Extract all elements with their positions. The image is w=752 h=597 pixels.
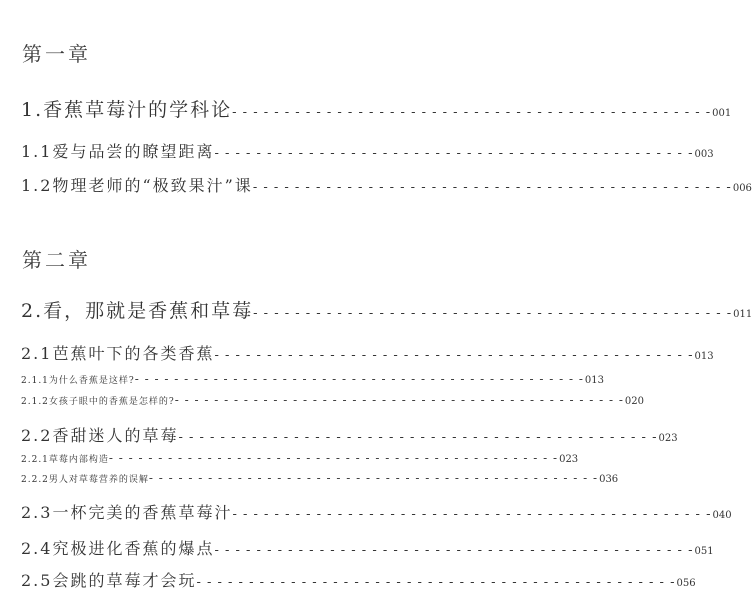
toc-entry-2-3[interactable] <box>21 500 732 523</box>
toc-entry-title: 1.香蕉草莓汁的学科论 <box>21 99 233 121</box>
page-number: 013 <box>584 375 604 386</box>
dot-leader: - - - - - - - - - - - - - - - - - - - - - - - - - - - - - - - - - - - - - - - - - - - - - - <box>196 575 676 590</box>
toc-entry-2-1-1[interactable] <box>21 372 604 386</box>
page-number: 011 <box>733 309 752 320</box>
toc-entry-title: 2.1.2女孩子眼中的香蕉是怎样的? <box>21 397 175 407</box>
page-number: 023 <box>559 454 579 465</box>
toc-entry-title: 2.2.1草莓内部构造 <box>21 455 109 465</box>
toc-entry-2-2[interactable] <box>21 423 678 446</box>
page-number: 056 <box>676 578 696 589</box>
dot-leader: - - - - - - - - - - - - - - - - - - - - - - - - - - - - - - - - - - - - - - - - - - - - - - <box>232 105 712 120</box>
page-number: 023 <box>658 433 678 444</box>
page-number: 051 <box>694 546 714 557</box>
page-number: 013 <box>694 351 714 362</box>
page-number: 001 <box>712 108 732 119</box>
page-number: 006 <box>732 183 752 194</box>
dot-leader: - - - - - - - - - - - - - - - - - - - - - - - - - - - - - - - - - - - - - - - - - - - - - - <box>148 471 599 485</box>
toc-entry-2[interactable] <box>21 296 752 323</box>
toc-entry-title: 2.1.1为什么香蕉是这样? <box>21 376 135 386</box>
dot-leader: - - - - - - - - - - - - - - - - - - - - - - - - - - - - - - - - - - - - - - - - - - - - - - <box>134 372 584 386</box>
dot-leader: - - - - - - - - - - - - - - - - - - - - - - - - - - - - - - - - - - - - - - - - - - - - - - <box>108 451 559 465</box>
toc-entry-title: 2.3一杯完美的香蕉草莓汁 <box>21 503 233 522</box>
toc-entry-1-1[interactable] <box>21 139 714 162</box>
dot-leader: - - - - - - - - - - - - - - - - - - - - - - - - - - - - - - - - - - - - - - - - - - - - - - <box>214 348 694 363</box>
page-number: 003 <box>694 149 714 160</box>
toc-entry-2-4[interactable] <box>21 536 714 559</box>
toc-entry-title: 1.2物理老师的“极致果汁”课 <box>21 176 253 195</box>
dot-leader: - - - - - - - - - - - - - - - - - - - - - - - - - - - - - - - - - - - - - - - - - - - - - - <box>253 306 733 321</box>
page-number: 040 <box>712 510 732 521</box>
dot-leader: - - - - - - - - - - - - - - - - - - - - - - - - - - - - - - - - - - - - - - - - - - - - - - <box>252 180 732 195</box>
dot-leader: - - - - - - - - - - - - - - - - - - - - - - - - - - - - - - - - - - - - - - - - - - - - - - <box>174 393 624 407</box>
toc-entry-2-1[interactable] <box>21 341 714 364</box>
toc-entry-2-1-2[interactable] <box>21 393 644 407</box>
dot-leader: - - - - - - - - - - - - - - - - - - - - - - - - - - - - - - - - - - - - - - - - - - - - - - <box>178 430 658 445</box>
toc-entry-title: 2.5会跳的草莓才会玩 <box>21 571 197 590</box>
toc-entry-2-2-2[interactable] <box>21 471 619 485</box>
toc-entry-title: 2.看，那就是香蕉和草莓 <box>21 300 254 322</box>
toc-entry-2-5[interactable] <box>21 568 696 591</box>
chapter-1-heading: 第一章 <box>22 42 91 66</box>
toc-entry-title: 2.4究极进化香蕉的爆点 <box>21 539 215 558</box>
toc-entry-2-2-1[interactable] <box>21 451 579 465</box>
dot-leader: - - - - - - - - - - - - - - - - - - - - - - - - - - - - - - - - - - - - - - - - - - - - - - <box>232 507 712 522</box>
dot-leader: - - - - - - - - - - - - - - - - - - - - - - - - - - - - - - - - - - - - - - - - - - - - - - <box>214 146 694 161</box>
toc-entry-title: 2.2香甜迷人的草莓 <box>21 426 179 445</box>
page-number: 020 <box>624 396 644 407</box>
toc-entry-1[interactable] <box>21 95 732 122</box>
toc-entry-title: 1.1爱与品尝的瞭望距离 <box>21 142 215 161</box>
dot-leader: - - - - - - - - - - - - - - - - - - - - - - - - - - - - - - - - - - - - - - - - - - - - - - <box>214 543 694 558</box>
toc-entry-title: 2.1芭蕉叶下的各类香蕉 <box>21 344 215 363</box>
chapter-2-heading: 第二章 <box>22 248 91 272</box>
toc-entry-title: 2.2.2男人对草莓营养的误解 <box>21 475 149 485</box>
toc-entry-1-2[interactable] <box>21 173 752 196</box>
page-number: 036 <box>599 474 619 485</box>
